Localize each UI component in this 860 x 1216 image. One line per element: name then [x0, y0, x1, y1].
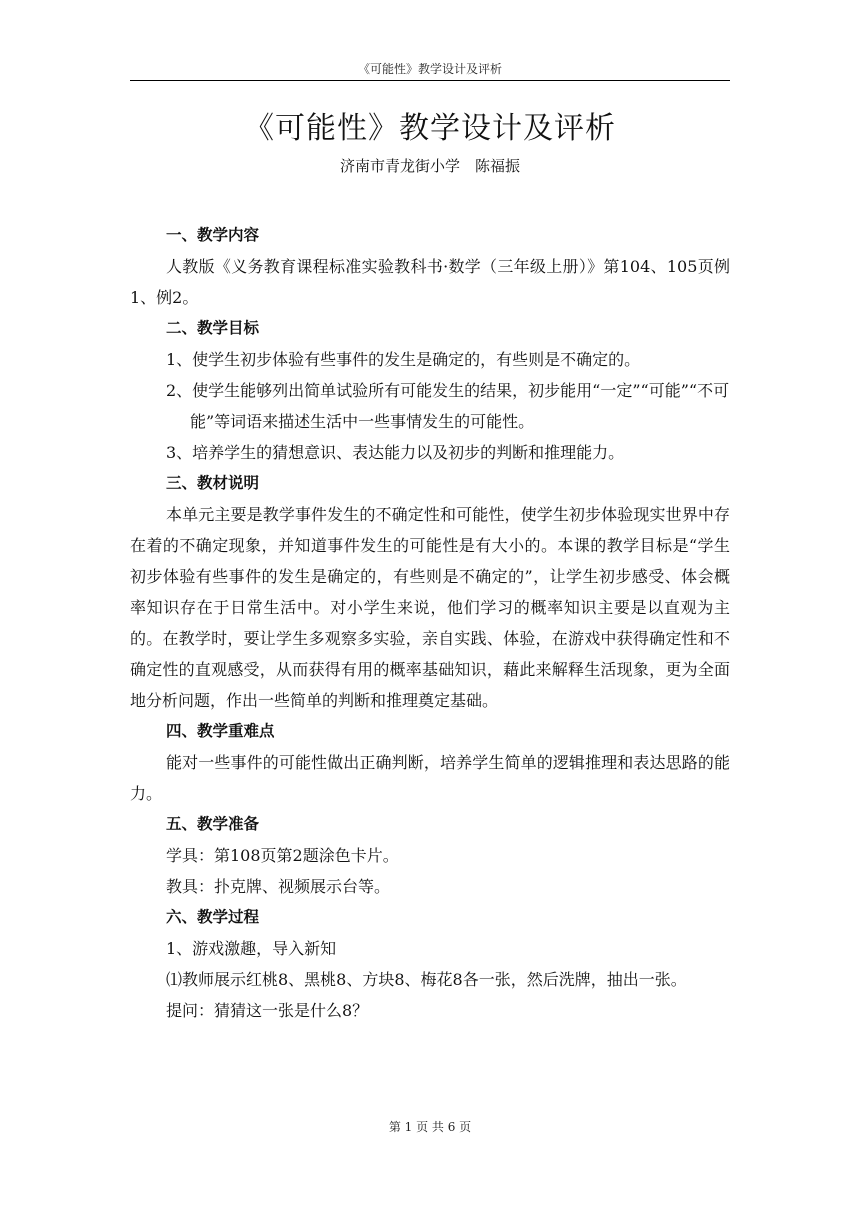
- page-number-footer: 第 1 页 共 6 页: [388, 1120, 472, 1134]
- section-heading: 六、教学过程: [166, 908, 260, 926]
- list-item: 提问：猜猜这一张是什么8？: [166, 1001, 369, 1020]
- section-heading: 二、教学目标: [166, 319, 260, 337]
- page-title: 《可能性》教学设计及评析: [244, 111, 616, 146]
- section-heading: 四、教学重难点: [166, 722, 275, 740]
- list-item: 2、使学生能够列出简单试验所有可能发生的结果，初步能用“一定”“可能”“不可能”等词语来描述生活中一些事情发生的可能性。: [166, 381, 730, 431]
- list-item: 教具：扑克牌、视频展示台等。: [166, 877, 391, 896]
- list-item: 3、培养学生的猜想意识、表达能力以及初步的判断和推理能力。: [166, 443, 625, 462]
- list-item: 学具：第108页第2题涂色卡片。: [166, 846, 399, 865]
- list-item: 1、游戏激趣，导入新知: [166, 939, 337, 958]
- section-heading: 五、教学准备: [166, 815, 260, 833]
- list-item: 1、使学生初步体验有些事件的发生是确定的，有些则是不确定的。: [166, 350, 641, 369]
- paragraph: 本单元主要是教学事件发生的不确定性和可能性，使学生初步体验现实世界中存在着的不确定现象，并知道事件发生的可能性是有大小的。本课的教学目标是“学生初步体验有些事件的发生是确定的，有些则是不确定的”，让学生初步感受、体会概率知识存在于日常生活中。对小学生来说，他们学习的概率知识主要是以直观为主的。在教学时，要让学生多观察多实验，亲自实践、体验，在游戏中获得确定性和不确定性的直观感受，从而获得有用的概率基础知识，藉此来解释生活现象，更为全面地分析问题，作出一些简单的判断和推理奠定基础。: [130, 505, 730, 710]
- header-divider: [130, 80, 730, 81]
- paragraph: 能对一些事件的可能性做出正确判断，培养学生简单的逻辑推理和表达思路的能力。: [130, 753, 730, 803]
- list-item: ⑴教师展示红桃8、黑桃8、方块8、梅花8各一张，然后洗牌，抽出一张。: [166, 970, 687, 989]
- author-byline: 济南市青龙街小学 陈福振: [339, 157, 520, 175]
- document-body: [130, 220, 730, 1026]
- paragraph: 人教版《义务教育课程标准实验教科书·数学（三年级上册）》第104、105页例1、例2。: [130, 257, 730, 307]
- running-header: 《可能性》教学设计及评析: [357, 62, 502, 76]
- section-heading: 一、教学内容: [166, 226, 260, 244]
- section-heading: 三、教材说明: [166, 474, 260, 492]
